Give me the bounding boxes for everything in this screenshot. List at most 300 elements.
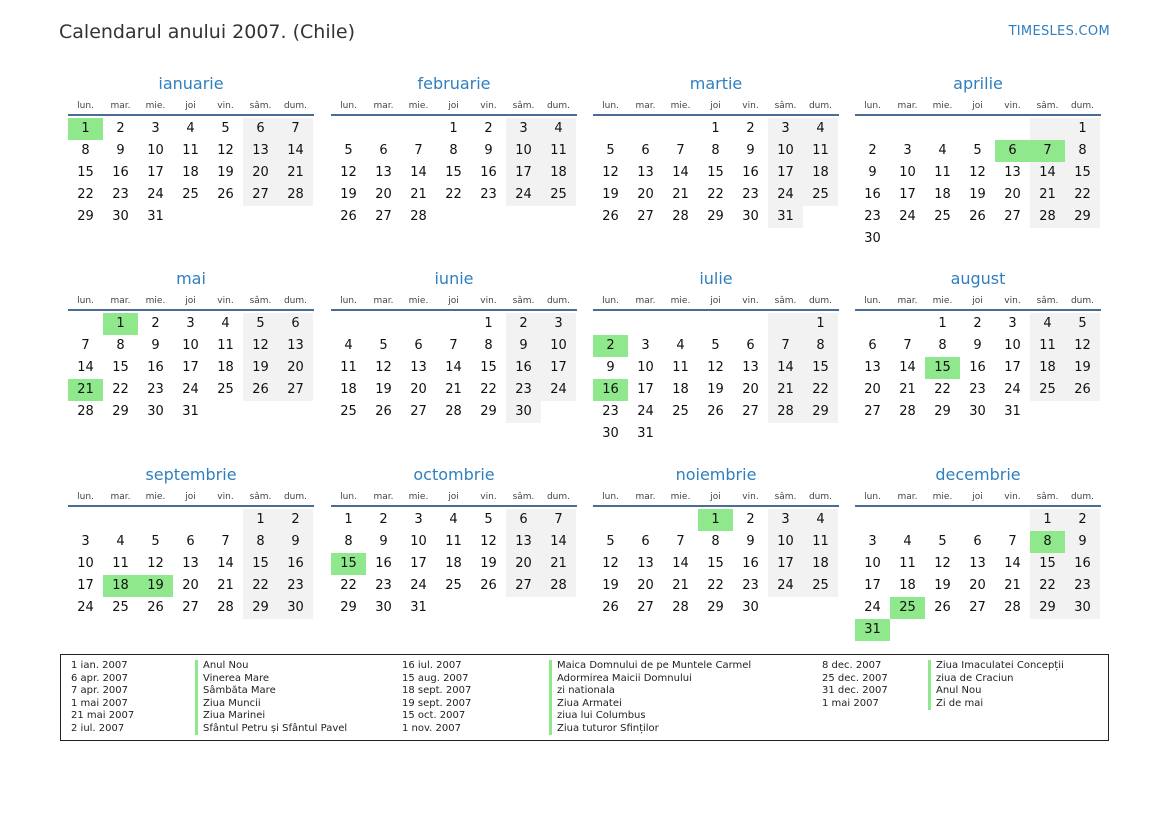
weekday-label: mar. <box>373 101 394 111</box>
day-cell: 10 <box>506 140 541 162</box>
day-cell: 20 <box>1004 187 1021 202</box>
empty-cell <box>768 313 803 335</box>
empty-cell <box>401 313 436 335</box>
day-cell: 22 <box>707 187 724 202</box>
day-cell: 8 <box>116 338 125 353</box>
day-cell: 3 <box>414 512 423 527</box>
day-cell: 15 <box>1030 553 1065 575</box>
weekday-label: sâm. <box>774 101 797 111</box>
legend-holiday-name: zi nationala <box>549 685 751 698</box>
legend-date: 1 mai 2007 <box>71 697 128 709</box>
weekday-label: joi <box>710 101 721 111</box>
day-cell: 20 <box>637 578 654 593</box>
day-cell: 15 <box>707 556 724 571</box>
day-grid <box>68 118 314 228</box>
day-cell: 12 <box>707 360 724 375</box>
weekday-label: dum. <box>546 492 571 502</box>
weekday-label: dum. <box>546 296 571 306</box>
day-cell: 22 <box>1065 184 1100 206</box>
day-cell: 22 <box>112 382 129 397</box>
day-grid <box>68 313 314 423</box>
day-cell: 14 <box>77 360 94 375</box>
empty-cell <box>103 509 138 531</box>
day-cell: 19 <box>480 556 497 571</box>
holiday-day-cell: 16 <box>593 379 628 401</box>
day-cell: 11 <box>672 360 689 375</box>
weekday-label: mar. <box>373 296 394 306</box>
day-cell: 22 <box>77 187 94 202</box>
day-cell: 25 <box>541 184 576 206</box>
weekday-label: lun. <box>864 296 881 306</box>
day-cell: 31 <box>410 600 427 615</box>
month-title: septembrie <box>145 465 237 484</box>
day-cell: 26 <box>1065 379 1100 401</box>
legend-holiday-name: Ziua Armatei <box>549 698 751 711</box>
day-cell: 9 <box>379 534 388 549</box>
empty-cell <box>628 509 663 531</box>
day-cell: 5 <box>606 534 615 549</box>
weekday-label: lun. <box>340 296 357 306</box>
day-cell: 3 <box>506 118 541 140</box>
empty-cell <box>925 509 960 531</box>
day-cell: 8 <box>803 335 838 357</box>
day-cell: 17 <box>506 162 541 184</box>
day-cell: 25 <box>1030 379 1065 401</box>
day-cell: 9 <box>606 360 615 375</box>
empty-cell <box>890 313 925 335</box>
day-cell: 12 <box>934 556 951 571</box>
day-cell: 15 <box>707 165 724 180</box>
day-cell: 24 <box>506 184 541 206</box>
day-cell: 29 <box>340 600 357 615</box>
day-cell: 28 <box>1030 206 1065 228</box>
day-cell: 3 <box>151 121 160 136</box>
day-cell: 11 <box>340 360 357 375</box>
weekday-label: sâm. <box>249 296 272 306</box>
day-cell: 20 <box>742 382 759 397</box>
day-cell: 22 <box>1030 575 1065 597</box>
day-cell: 3 <box>81 534 90 549</box>
weekday-label: mie. <box>408 296 429 306</box>
weekday-label: joi <box>972 296 983 306</box>
day-cell: 24 <box>637 404 654 419</box>
day-cell: 11 <box>112 556 129 571</box>
day-cell: 27 <box>182 600 199 615</box>
weekday-label: joi <box>185 492 196 502</box>
day-cell: 18 <box>182 165 199 180</box>
legend-date-column <box>71 660 134 735</box>
day-cell: 19 <box>340 187 357 202</box>
day-cell: 6 <box>278 313 313 335</box>
empty-cell <box>663 509 698 531</box>
day-grid <box>593 313 839 445</box>
month-title: noiembrie <box>675 465 757 484</box>
empty-cell <box>995 118 1030 140</box>
weekday-label: sâm. <box>249 101 272 111</box>
day-cell: 19 <box>1065 357 1100 379</box>
day-cell: 7 <box>278 118 313 140</box>
day-cell: 26 <box>602 209 619 224</box>
day-cell: 11 <box>541 140 576 162</box>
day-cell: 13 <box>375 165 392 180</box>
holiday-day-cell: 8 <box>1030 531 1065 553</box>
day-cell: 11 <box>899 556 916 571</box>
day-cell: 8 <box>711 534 720 549</box>
day-cell: 23 <box>864 209 881 224</box>
day-cell: 26 <box>375 404 392 419</box>
day-cell: 9 <box>278 531 313 553</box>
day-cell: 8 <box>449 143 458 158</box>
weekday-label: mie. <box>932 296 953 306</box>
weekday-label: joi <box>972 101 983 111</box>
day-cell: 20 <box>506 553 541 575</box>
day-cell: 7 <box>1008 534 1017 549</box>
day-cell: 21 <box>1004 578 1021 593</box>
weekday-header <box>593 98 839 116</box>
day-cell: 23 <box>1065 575 1100 597</box>
day-cell: 1 <box>803 313 838 335</box>
empty-cell <box>698 313 733 335</box>
empty-cell <box>331 313 366 335</box>
day-cell: 26 <box>217 187 234 202</box>
month-title: august <box>950 269 1006 288</box>
month-title: ianuarie <box>158 74 224 93</box>
day-cell: 14 <box>1004 556 1021 571</box>
day-cell: 12 <box>340 165 357 180</box>
day-cell: 4 <box>541 118 576 140</box>
day-cell: 24 <box>182 382 199 397</box>
day-cell: 17 <box>541 357 576 379</box>
day-cell: 23 <box>742 187 759 202</box>
legend-name-column <box>928 660 1064 710</box>
weekday-label: dum. <box>283 296 308 306</box>
day-cell: 14 <box>217 556 234 571</box>
empty-cell <box>138 509 173 531</box>
day-cell: 22 <box>445 187 462 202</box>
day-cell: 9 <box>868 165 877 180</box>
day-cell: 16 <box>742 556 759 571</box>
month-ianuarie <box>68 74 314 228</box>
day-cell: 3 <box>541 313 576 335</box>
day-cell: 28 <box>899 404 916 419</box>
day-cell: 14 <box>672 556 689 571</box>
empty-cell <box>855 118 890 140</box>
day-cell: 4 <box>938 143 947 158</box>
day-cell: 23 <box>375 578 392 593</box>
legend-holiday-name: ziua lui Columbus <box>549 710 751 723</box>
day-grid <box>855 509 1101 641</box>
day-cell: 11 <box>217 338 234 353</box>
day-cell: 22 <box>480 382 497 397</box>
legend-holiday-name: Vinerea Mare <box>195 673 347 686</box>
day-cell: 4 <box>186 121 195 136</box>
weekday-label: vin. <box>480 296 497 306</box>
day-cell: 25 <box>340 404 357 419</box>
day-cell: 24 <box>77 600 94 615</box>
day-cell: 25 <box>934 209 951 224</box>
day-cell: 16 <box>278 553 313 575</box>
weekday-label: joi <box>972 492 983 502</box>
day-cell: 24 <box>410 578 427 593</box>
legend-holiday-name: Sâmbăta Mare <box>195 685 347 698</box>
day-cell: 6 <box>641 143 650 158</box>
day-cell: 5 <box>151 534 160 549</box>
day-cell: 1 <box>711 121 720 136</box>
day-cell: 25 <box>112 600 129 615</box>
day-cell: 28 <box>672 600 689 615</box>
month-mai <box>68 269 314 423</box>
empty-cell <box>68 509 103 531</box>
empty-cell <box>890 118 925 140</box>
day-cell: 3 <box>903 143 912 158</box>
weekday-label: sâm. <box>249 492 272 502</box>
day-cell: 30 <box>1065 597 1100 619</box>
legend-date: 25 dec. 2007 <box>822 672 888 684</box>
day-cell: 27 <box>506 575 541 597</box>
month-februarie <box>331 74 577 228</box>
month-octombrie <box>331 465 577 619</box>
day-cell: 1 <box>1030 509 1065 531</box>
day-cell: 10 <box>768 531 803 553</box>
day-cell: 20 <box>375 187 392 202</box>
day-cell: 7 <box>541 509 576 531</box>
day-cell: 4 <box>1030 313 1065 335</box>
weekday-label: mar. <box>897 101 918 111</box>
legend-name-column <box>195 660 347 735</box>
day-cell: 28 <box>672 209 689 224</box>
day-cell: 10 <box>147 143 164 158</box>
day-cell: 5 <box>1065 313 1100 335</box>
empty-cell <box>593 509 628 531</box>
day-cell: 12 <box>375 360 392 375</box>
day-cell: 9 <box>1065 531 1100 553</box>
empty-cell <box>401 118 436 140</box>
day-cell: 17 <box>768 162 803 184</box>
day-cell: 9 <box>484 143 493 158</box>
day-cell: 16 <box>864 187 881 202</box>
day-cell: 19 <box>934 578 951 593</box>
day-cell: 2 <box>973 316 982 331</box>
legend-holiday-name: Ziua Muncii <box>195 698 347 711</box>
day-cell: 27 <box>637 600 654 615</box>
weekday-label: joi <box>710 296 721 306</box>
day-cell: 10 <box>768 140 803 162</box>
legend-date: 1 mai 2007 <box>822 697 879 709</box>
site-link[interactable]: TIMESLES.COM <box>1008 24 1110 39</box>
day-cell: 29 <box>803 401 838 423</box>
month-august <box>855 269 1101 423</box>
weekday-label: mar. <box>897 492 918 502</box>
day-cell: 21 <box>768 379 803 401</box>
weekday-label: lun. <box>77 296 94 306</box>
day-cell: 20 <box>182 578 199 593</box>
day-cell: 10 <box>182 338 199 353</box>
day-cell: 29 <box>480 404 497 419</box>
holiday-day-cell: 7 <box>1030 140 1065 162</box>
weekday-label: mar. <box>897 296 918 306</box>
day-cell: 24 <box>541 379 576 401</box>
day-cell: 26 <box>243 379 278 401</box>
day-cell: 11 <box>803 531 838 553</box>
day-cell: 16 <box>112 165 129 180</box>
legend-date-column <box>822 660 888 710</box>
legend-date: 21 mai 2007 <box>71 710 135 721</box>
day-cell: 22 <box>934 382 951 397</box>
day-cell: 6 <box>641 534 650 549</box>
day-cell: 28 <box>410 209 427 224</box>
day-cell: 19 <box>243 357 278 379</box>
day-cell: 17 <box>768 553 803 575</box>
day-cell: 6 <box>868 338 877 353</box>
empty-cell <box>331 118 366 140</box>
day-cell: 26 <box>969 209 986 224</box>
day-cell: 14 <box>768 357 803 379</box>
day-grid <box>331 118 577 228</box>
day-cell: 7 <box>221 534 230 549</box>
day-cell: 16 <box>375 556 392 571</box>
day-cell: 7 <box>676 534 685 549</box>
weekday-label: lun. <box>340 492 357 502</box>
day-cell: 31 <box>182 404 199 419</box>
day-grid <box>593 118 839 228</box>
day-cell: 18 <box>1030 357 1065 379</box>
empty-cell <box>925 118 960 140</box>
legend-date: 2 iul. 2007 <box>71 722 125 734</box>
weekday-label: mie. <box>145 296 166 306</box>
day-cell: 5 <box>221 121 230 136</box>
day-cell: 4 <box>803 509 838 531</box>
holiday-day-cell: 15 <box>925 357 960 379</box>
day-cell: 31 <box>637 426 654 441</box>
weekday-label: mie. <box>670 101 691 111</box>
day-cell: 11 <box>445 534 462 549</box>
weekday-label: lun. <box>864 492 881 502</box>
day-cell: 25 <box>672 404 689 419</box>
day-cell: 18 <box>340 382 357 397</box>
weekday-label: mie. <box>145 101 166 111</box>
weekday-label: sâm. <box>1036 101 1059 111</box>
legend-date: 16 iul. 2007 <box>402 660 462 671</box>
day-cell: 28 <box>768 401 803 423</box>
day-cell: 14 <box>1030 162 1065 184</box>
month-title: aprilie <box>953 74 1003 93</box>
month-title: februarie <box>417 74 491 93</box>
day-cell: 26 <box>602 600 619 615</box>
legend-date: 1 ian. 2007 <box>71 660 128 671</box>
day-cell: 23 <box>969 382 986 397</box>
day-cell: 19 <box>217 165 234 180</box>
day-cell: 29 <box>77 209 94 224</box>
day-cell: 2 <box>484 121 493 136</box>
day-cell: 16 <box>742 165 759 180</box>
day-cell: 12 <box>147 556 164 571</box>
day-cell: 13 <box>864 360 881 375</box>
weekday-label: lun. <box>340 101 357 111</box>
day-cell: 6 <box>243 118 278 140</box>
weekday-label: joi <box>185 296 196 306</box>
weekday-label: dum. <box>808 101 833 111</box>
day-cell: 5 <box>243 313 278 335</box>
day-cell: 15 <box>1065 162 1100 184</box>
month-iunie <box>331 269 577 423</box>
day-cell: 18 <box>672 382 689 397</box>
day-cell: 29 <box>934 404 951 419</box>
day-cell: 23 <box>147 382 164 397</box>
weekday-label: vin. <box>1004 492 1021 502</box>
day-cell: 24 <box>768 575 803 597</box>
weekday-header <box>331 98 577 116</box>
day-cell: 23 <box>742 578 759 593</box>
day-cell: 5 <box>484 512 493 527</box>
day-cell: 30 <box>506 401 541 423</box>
weekday-label: vin. <box>742 296 759 306</box>
day-cell: 9 <box>973 338 982 353</box>
month-martie <box>593 74 839 228</box>
weekday-label: lun. <box>602 492 619 502</box>
day-cell: 13 <box>742 360 759 375</box>
day-cell: 28 <box>445 404 462 419</box>
day-cell: 30 <box>742 600 759 615</box>
day-cell: 21 <box>1030 184 1065 206</box>
weekday-label: dum. <box>546 101 571 111</box>
empty-cell <box>628 118 663 140</box>
holiday-legend <box>60 654 1109 741</box>
day-cell: 21 <box>672 578 689 593</box>
empty-cell <box>733 313 768 335</box>
day-cell: 9 <box>151 338 160 353</box>
day-cell: 10 <box>410 534 427 549</box>
day-cell: 9 <box>746 143 755 158</box>
day-cell: 9 <box>506 335 541 357</box>
day-cell: 17 <box>864 578 881 593</box>
weekday-label: mie. <box>670 296 691 306</box>
empty-cell <box>855 509 890 531</box>
day-cell: 27 <box>742 404 759 419</box>
day-cell: 24 <box>1004 382 1021 397</box>
day-cell: 14 <box>541 531 576 553</box>
day-cell: 30 <box>742 209 759 224</box>
day-cell: 24 <box>768 184 803 206</box>
empty-cell <box>1030 118 1065 140</box>
day-cell: 16 <box>506 357 541 379</box>
day-cell: 4 <box>903 534 912 549</box>
legend-date: 6 apr. 2007 <box>71 672 129 684</box>
weekday-label: mie. <box>670 492 691 502</box>
day-cell: 30 <box>112 209 129 224</box>
empty-cell <box>960 118 995 140</box>
empty-cell <box>960 509 995 531</box>
day-cell: 21 <box>541 553 576 575</box>
day-cell: 22 <box>803 379 838 401</box>
holiday-day-cell: 25 <box>890 597 925 619</box>
day-cell: 4 <box>449 512 458 527</box>
day-cell: 24 <box>147 187 164 202</box>
day-cell: 30 <box>147 404 164 419</box>
weekday-label: dum. <box>283 101 308 111</box>
day-cell: 9 <box>746 534 755 549</box>
day-cell: 25 <box>803 575 838 597</box>
day-cell: 29 <box>112 404 129 419</box>
day-cell: 3 <box>868 534 877 549</box>
weekday-label: lun. <box>77 101 94 111</box>
legend-holiday-name: Adormirea Maicii Domnului <box>549 673 751 686</box>
day-grid <box>68 509 314 619</box>
day-cell: 25 <box>217 382 234 397</box>
day-cell: 13 <box>243 140 278 162</box>
weekday-label: dum. <box>808 492 833 502</box>
weekday-label: mar. <box>635 492 656 502</box>
day-cell: 24 <box>899 209 916 224</box>
